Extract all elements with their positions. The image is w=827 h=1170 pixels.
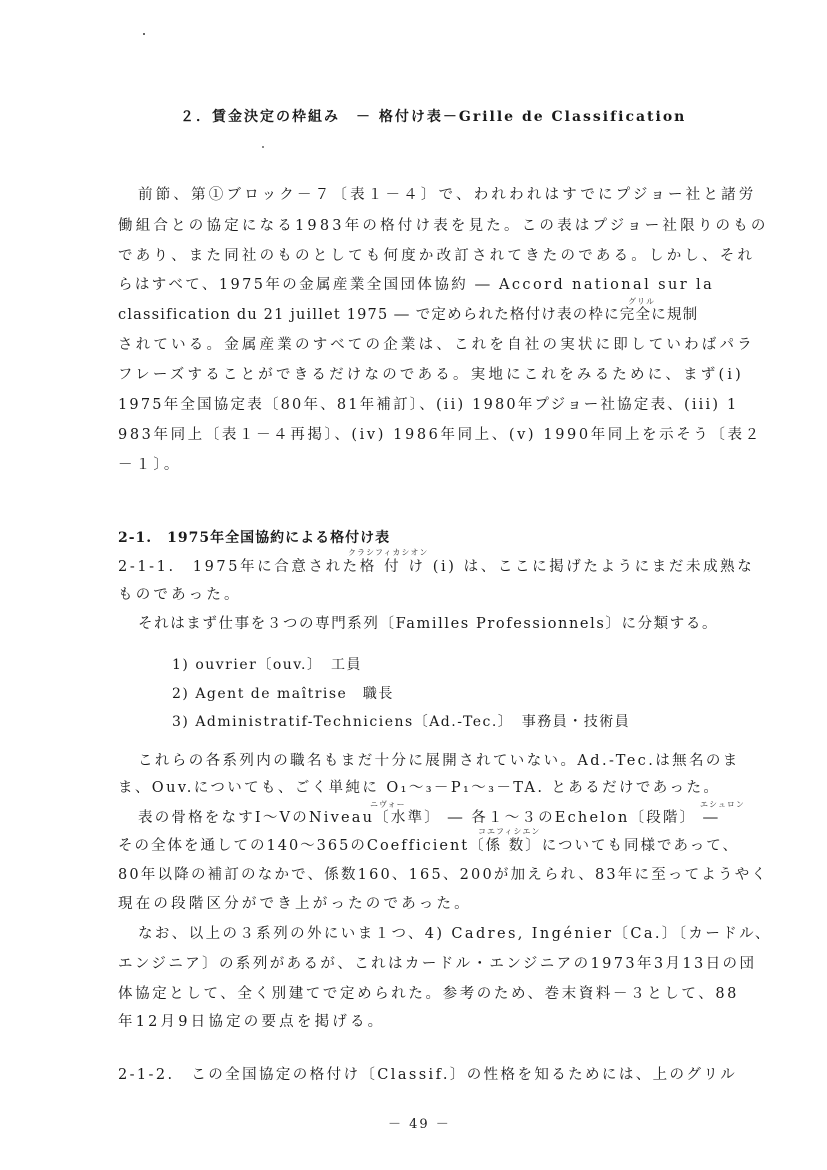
scan-speck: [143, 33, 145, 35]
paragraph-line: ま、Ouv.についても、ごく単純に O₁～₃－P₁～₃－TA. とあるだけであった。: [118, 780, 721, 796]
family-list-item: 3) Administratif-Techniciens〔Ad.-Tec.〕 事務員・技術員: [172, 714, 631, 730]
paragraph-line: 2-1-1. 1975年に合意された格 付 け (i) は、ここに掲げたようにまだ未成熟な: [118, 559, 755, 575]
paragraph-line: 表の骨格をなすⅠ～ⅤのNiveau〔水準〕 ― 各１～３のEchelon〔段階〕 ―: [138, 810, 720, 826]
paragraph-line: 年12月9日協定の要点を掲げる。: [118, 1014, 386, 1030]
intro-line: 働組合との協定になる1983年の格付け表を見た。この表はプジョー社限りのもの: [118, 218, 769, 234]
intro-line: 983年同上〔表１－４再掲〕、(iv) 1986年同上、(v) 1990年同上を示そう〔表２: [118, 427, 762, 443]
ruby-annotation: グリル: [628, 297, 655, 306]
paragraph-line: エンジニア〕の系列があるが、これはカードル・エンジニアの1973年3月13日の団: [118, 956, 757, 972]
ruby-annotation: ニヴォー: [370, 800, 406, 809]
ruby-annotation: クラシフィカシオン: [348, 548, 429, 557]
paragraph-line: 80年以降の補訂のなかで、係数160、165、200が加えられ、83年に至ってようやく: [118, 867, 769, 883]
paragraph-line: 体協定として、全く別建てで定められた。参考のため、巻末資料－３として、88: [118, 986, 739, 1002]
subsection-heading: 2-1. 1975年全国協約による格付け表: [118, 530, 391, 546]
paragraph-line: それはまず仕事を３つの専門系列〔Familles Professionnels〕に分類する。: [138, 616, 719, 632]
intro-line: 1975年全国協定表〔80年、81年補訂〕、(ii) 1980年プジョー社協定表、(iii) 1: [118, 397, 739, 413]
scan-speck: [262, 146, 264, 148]
paragraph-line: 2-1-2. この全国協定の格付け〔Classif.〕の性格を知るためには、上のグリル: [118, 1067, 738, 1083]
paragraph-line: 現在の段階区分ができ上がったのであった。: [118, 896, 472, 912]
ruby-annotation: コエフィシエン: [478, 827, 541, 836]
intro-line: フレーズすることができるだけなのである。実地にこれをみるために、まず(i): [118, 367, 745, 383]
intro-line: －１〕。: [118, 457, 182, 473]
intro-line: であり、また同社のものとしても何度か改訂されてきたのである。しかし、それ: [118, 248, 756, 264]
paragraph-line: ものであった。: [118, 587, 242, 603]
family-list-item: 1) ouvrier〔ouv.〕 工員: [172, 657, 362, 673]
section-title: ２．賃金決定の枠組み － 格付け表－Grille de Classification: [180, 109, 687, 125]
paragraph-line: その全体を通しての140～365のCoefficient〔係 数〕についても同様であって、: [118, 838, 740, 854]
intro-line: らはすべて、1975年の金属産業全国団体協約 ― Accord national sur la: [118, 277, 715, 293]
intro-line: されている。金属産業のすべての企業は、これを自社の実状に即していわばパラ: [118, 337, 755, 353]
intro-line: 前節、第①ブロック－７〔表１－４〕で、われわれはすでにプジョー社と諸労: [138, 187, 757, 203]
paragraph-line: なお、以上の３系列の外にいま１つ、4) Cadres, Ingénier〔Ca.〕〔カードル、: [138, 926, 772, 942]
family-list-item: 2) Agent de maîtrise 職長: [172, 686, 394, 702]
intro-line: classification du 21 juillet 1975 ― で定められた格付け表の枠に完全に規制: [118, 307, 699, 323]
ruby-annotation: エシュロン: [700, 800, 745, 809]
paragraph-line: これらの各系列内の職名もまだ十分に展開されていない。Ad.-Tec.は無名のま: [138, 753, 740, 769]
page-number: － 49 －: [388, 1117, 451, 1132]
